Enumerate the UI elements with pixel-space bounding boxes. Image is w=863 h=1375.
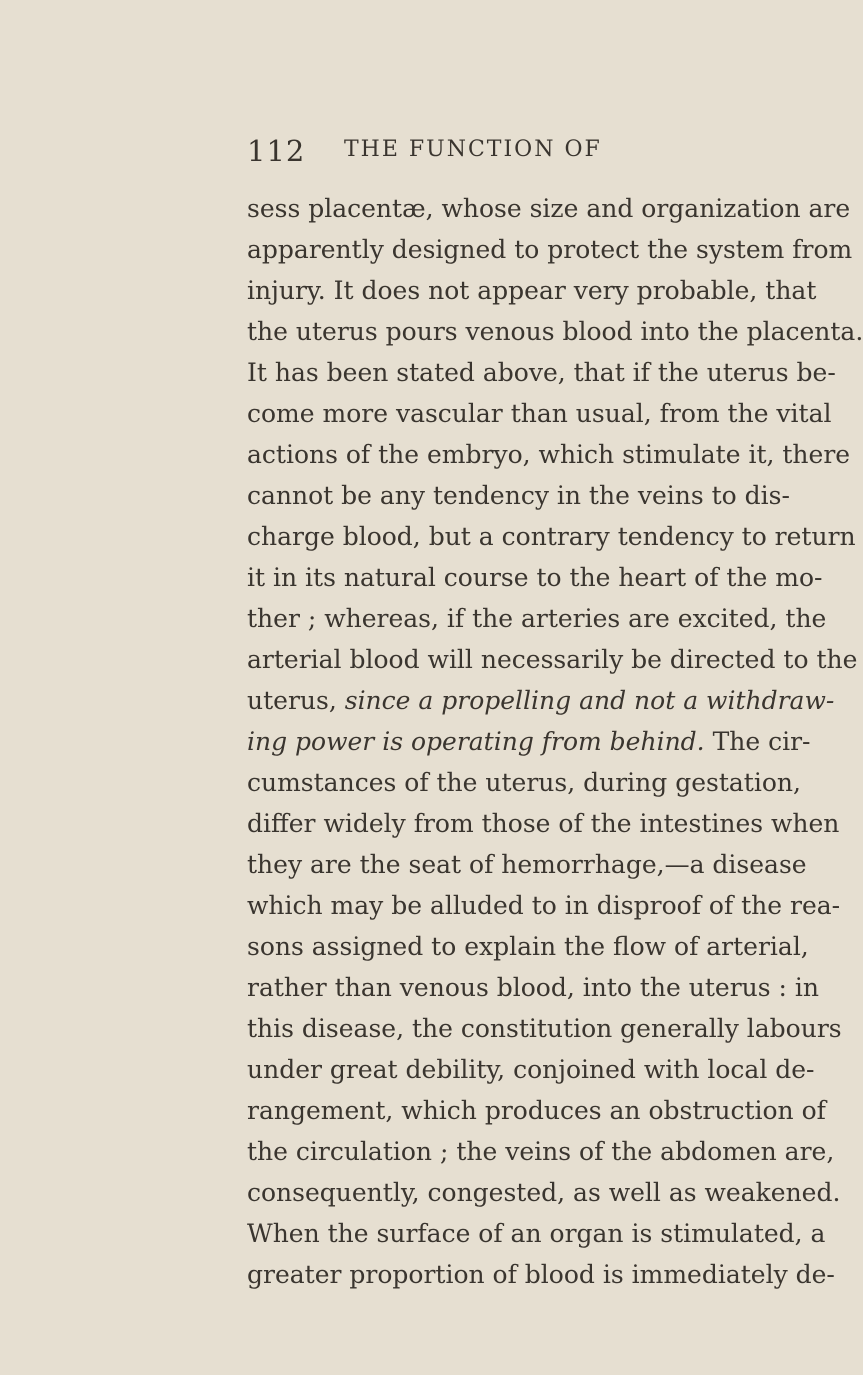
text-line: charge blood, but a contrary tendency to return [247,522,856,551]
text-line: rather than venous blood, into the uterus : in [247,973,820,1002]
text-line: sess placentæ, whose size and organization are [247,194,851,223]
text-line: apparently designed to protect the system from [247,235,853,264]
text-line: It has been stated above, that if the uterus be- [247,358,836,387]
text-line: sons assigned to explain the flow of arterial, [247,932,809,961]
text-line: rangement, which produces an obstruction of [247,1096,826,1125]
text-line: actions of the embryo, which stimulate it, there [247,440,851,469]
text-line: come more vascular than usual, from the vital [247,399,832,428]
text-line: consequently, congested, as well as weakened. [247,1178,841,1207]
text-line: they are the seat of hemorrhage,—a disease [247,850,807,879]
text-segment: The cir- [712,727,811,756]
text-line: arterial blood will necessarily be directed to the [247,645,858,674]
text-line: differ widely from those of the intestines when [247,809,840,838]
text-line: cannot be any tendency in the veins to dis- [247,481,790,510]
text-line: it in its natural course to the heart of the mo- [247,563,823,592]
text-line: When the surface of an organ is stimulated, a [247,1219,826,1248]
text-line: the circulation ; the veins of the abdomen are, [247,1137,835,1166]
text-line: under great debility, conjoined with local de- [247,1055,815,1084]
page-header [0,134,800,174]
text-line: ther ; whereas, if the arteries are excited, the [247,604,827,633]
running-head: THE FUNCTION OF [344,137,602,162]
text-line: cumstances of the uterus, during gestation, [247,768,801,797]
text-line: greater proportion of blood is immediately de- [247,1260,835,1289]
italic-segment: ing power is operating from behind. [247,727,705,756]
body-text [247,188,863,1295]
text-segment: uterus, [247,686,337,715]
text-line-mixed [247,680,835,721]
text-line-mixed [247,721,811,762]
page-number: 112 [247,134,306,168]
text-line: the uterus pours venous blood into the placenta. [247,317,863,346]
text-line: which may be alluded to in disproof of the rea- [247,891,841,920]
text-line: this disease, the constitution generally labours [247,1014,842,1043]
italic-segment: since a propelling and not a withdraw- [344,686,835,715]
text-line: injury. It does not appear very probable, that [247,276,817,305]
